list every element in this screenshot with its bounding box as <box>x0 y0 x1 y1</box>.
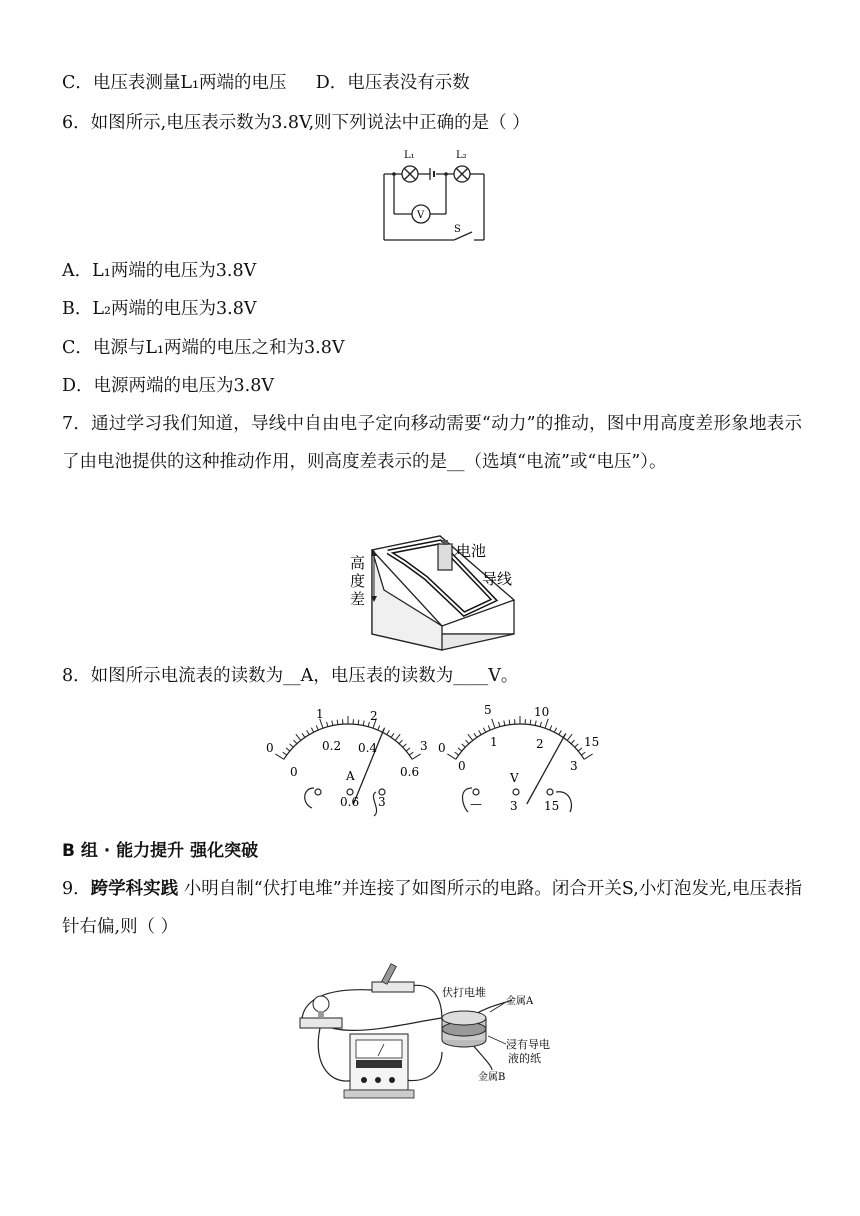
dial-tick <box>286 748 290 751</box>
voltmeter-terminal-3: 3 <box>510 799 518 813</box>
ammeter-bottom-3: 0.6 <box>400 765 420 779</box>
voltmeter-top-5: 5 <box>484 703 492 717</box>
label-metal-b: 金属B <box>478 1072 506 1083</box>
dial-tick <box>447 754 455 759</box>
dial-tick <box>550 725 552 730</box>
dial-tick <box>584 754 592 759</box>
label-height-1: 高 <box>350 554 366 572</box>
q9-stem-text: 小明自制“伏打电堆”并连接了如图所示的电路。闭合开关S,小灯泡发光,电压表指针右偏,则（ ） <box>62 879 802 937</box>
label-wire: 导线 <box>482 570 513 588</box>
section-b-heading: B 组 · 能力提升 强化突破 <box>62 841 259 861</box>
dial-tick <box>406 748 410 751</box>
dial-tick <box>468 734 473 740</box>
dial-tick <box>290 744 294 747</box>
dial-tick <box>316 725 318 730</box>
dial-tick <box>492 719 495 728</box>
q6-stem: 6．如图所示,电压表示数为3.8V,则下列说法中正确的是（ ） <box>62 113 530 133</box>
dial-tick <box>567 734 572 740</box>
q6-option-b: B．L₂两端的电压为3.8V <box>62 299 257 319</box>
ammeter-unit: A <box>346 769 355 783</box>
q6-option-d: D．电源两端的电压为3.8V <box>62 376 274 396</box>
dial-tick <box>581 752 585 755</box>
dial-tick <box>358 720 359 725</box>
dial-tick <box>483 728 485 732</box>
dial-tick <box>479 730 482 734</box>
ammeter-terminal-3: 3 <box>378 795 386 809</box>
dial-tick <box>403 744 407 747</box>
voltmeter-bottom-2: 2 <box>536 737 544 751</box>
ammeter-dial <box>275 716 420 804</box>
dial-tick <box>499 722 500 727</box>
dial-tick <box>545 719 548 728</box>
voltmeter-terminal-neg: — <box>470 797 482 811</box>
label-l2: L₂ <box>456 150 467 161</box>
voltmeter-top-10: 10 <box>534 705 550 719</box>
dial-tick <box>337 720 338 725</box>
bulb-icon <box>300 996 342 1028</box>
dial-arc <box>284 724 412 759</box>
dial-tick <box>409 752 413 755</box>
label-pile: 伏打电堆 <box>442 986 486 999</box>
label-paper-2: 液的纸 <box>508 1052 541 1065</box>
voltmeter-top-15: 15 <box>584 735 600 749</box>
label-v: V <box>417 210 425 221</box>
dial-tick <box>474 733 477 737</box>
dial-tick <box>488 725 490 730</box>
dial-tick <box>559 730 562 734</box>
dial-tick <box>327 722 328 727</box>
q8-stem: 8．如图所示电流表的读数为__A，电压表的读数为____V。 <box>62 666 519 686</box>
q9-tag: 跨学科实践 <box>90 879 179 899</box>
dial-tick <box>458 748 462 751</box>
dial-tick <box>378 725 380 730</box>
ammeter-bottom-0: 0 <box>290 765 298 779</box>
q9-number: 9． <box>62 879 91 899</box>
voltmeter-bottom-1: 1 <box>490 735 498 749</box>
dial-tick <box>535 721 536 726</box>
label-battery: 电池 <box>456 542 487 560</box>
voltmeter-bottom-0: 0 <box>458 759 466 773</box>
dial-tick <box>578 748 582 751</box>
ammeter-bottom-1: 0.2 <box>322 739 342 753</box>
voltmeter-instrument-icon <box>344 1034 414 1098</box>
dial-tick <box>554 728 556 732</box>
q9-stem <box>62 870 802 946</box>
dial-tick <box>387 730 390 734</box>
dial-tick <box>363 721 364 726</box>
dial-tick <box>294 740 297 744</box>
q9-voltaic-pile-figure <box>292 956 586 1108</box>
dial-tick <box>332 721 333 726</box>
voltaic-pile-icon <box>442 1011 486 1047</box>
label-metal-a: 金属A <box>506 996 534 1007</box>
label-height-3: 差 <box>350 590 366 608</box>
dial-tick <box>412 754 420 759</box>
dial-tick <box>395 734 400 740</box>
battery-icon <box>438 544 452 570</box>
label-s: S <box>454 224 461 235</box>
dial-tick <box>509 720 510 725</box>
dial-tick <box>466 740 469 744</box>
voltmeter-terminal-15: 15 <box>544 799 560 813</box>
q6-option-c: C．电源与L₁两端的电压之和为3.8V <box>62 338 345 358</box>
ammeter-bottom-2: 0.4 <box>358 741 378 755</box>
voltmeter-bottom-3: 3 <box>570 759 578 773</box>
dial-tick <box>540 722 541 727</box>
dial-tick <box>399 740 402 744</box>
dial-tick <box>307 730 310 734</box>
ammeter-top-2: 2 <box>370 709 378 723</box>
dial-tick <box>530 720 531 725</box>
ammeter-top-0: 0 <box>266 741 274 755</box>
q5-option-c-text: C．电压表测量L₁两端的电压 <box>62 73 287 93</box>
dial-tick <box>283 752 287 755</box>
dial-tick <box>296 734 301 740</box>
dial-arc <box>456 724 584 759</box>
dial-tick <box>462 744 466 747</box>
q7-stem: 7．通过学习我们知道，导线中自由电子定向移动需要“动力”的推动，图中用高度差形象地表示了由电池提供的这种推动作用，则高度差表示的是__（选填“电流”或“电压”）。 <box>62 414 802 472</box>
q6-circuit-diagram <box>374 144 494 246</box>
voltmeter-top-0: 0 <box>438 741 446 755</box>
dial-tick <box>455 752 459 755</box>
q5-option-c <box>62 70 470 96</box>
ammeter-top-1: 1 <box>316 707 324 721</box>
dial-tick <box>391 733 394 737</box>
dial-tick <box>575 744 579 747</box>
dial-tick <box>302 733 305 737</box>
dial-needle <box>527 734 566 804</box>
dial-tick <box>275 754 283 759</box>
dial-tick <box>571 740 574 744</box>
q8-meters-figure <box>258 700 610 822</box>
q5-option-d-text: D．电压表没有示数 <box>315 73 470 93</box>
q7-height-difference-figure <box>344 530 524 656</box>
ammeter-top-3: 3 <box>420 739 428 753</box>
switch-icon <box>372 964 414 992</box>
label-paper-1: 浸有导电 <box>506 1038 550 1051</box>
q6-option-a: A．L₁两端的电压为3.8V <box>62 261 257 281</box>
label-l1: L₁ <box>404 150 415 161</box>
dial-tick <box>504 721 505 726</box>
voltmeter-unit: V <box>510 771 519 785</box>
dial-tick <box>311 728 313 732</box>
ammeter-terminal-06: 0.6 <box>340 795 360 809</box>
label-height-2: 度 <box>350 572 366 590</box>
